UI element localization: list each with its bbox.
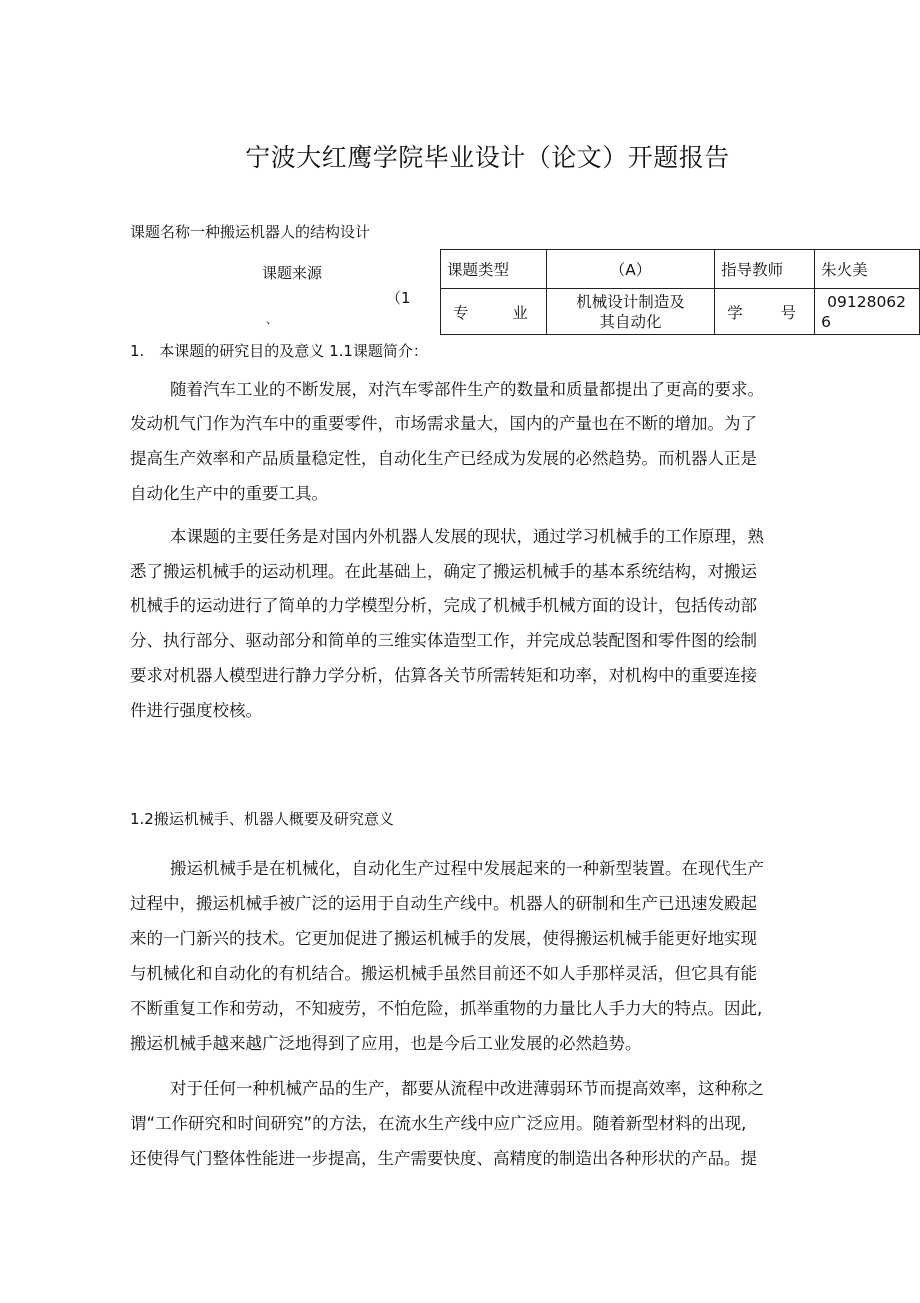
student-id-label-b: 号: [780, 303, 797, 322]
para2-line: 件进行强度校核。: [130, 701, 262, 720]
para4-line: 还使得气门整体性能进一步提高，生产需要快度、高精度的制造出各种形状的产品。提: [130, 1149, 757, 1168]
para2-line: 悉了搬运机械手的运动机理。在此基础上，确定了搬运机械手的基本系统结构，对搬运: [130, 562, 757, 581]
para4-line: 对于任何一种机械产品的生产，都要从流程中改进薄弱环节而提高效率，这种称之: [170, 1079, 764, 1098]
student-id-line-1: 09128062: [827, 292, 907, 311]
para3-line: 来的一门新兴的技术。它更加促进了搬运机械手的发展，使得搬运机械手能更好地实现: [130, 929, 757, 948]
para1-line: 发动机气门作为汽车中的重要零件，市场需求量大，国内的产量也在不断的增加。为了: [130, 414, 757, 433]
source-mark: 、: [266, 313, 277, 326]
para1-line: 提高生产效率和产品质量稳定性，自动化生产已经成为发展的必然趋势。而机器人正是: [130, 449, 757, 468]
para1-line: 自动化生产中的重要工具。: [130, 484, 328, 503]
advisor-label: 指导教师: [715, 250, 815, 289]
major-value-line-1: 机械设计制造及: [576, 292, 685, 311]
type-label: 课题类型: [441, 250, 547, 289]
document-title: 宁波大红鹰学院毕业设计（论文）开题报告: [245, 143, 730, 172]
para4-line: 谓“工作研究和时间研究”的方法，在流水生产线中应广泛应用。随着新型材料的出现,: [130, 1114, 747, 1133]
para2-line: 本课题的主要任务是对国内外机器人发展的现状，通过学习机械手的工作原理，熟: [170, 527, 764, 546]
student-id-label: [715, 289, 815, 335]
para2-line: 分、执行部分、驱动部分和简单的三维实体造型工作，并完成总装配图和零件图的绘制: [130, 631, 757, 650]
major-value-line-2: 其自动化: [599, 312, 662, 331]
section-1-heading: 1. 本课题的研究目的及意义 1.1课题简介：: [130, 342, 428, 360]
advisor-value: 朱火美: [815, 250, 920, 289]
source-label: 课题来源: [262, 264, 323, 282]
major-label: [441, 289, 547, 335]
para3-line: 过程中，搬运机械手被广泛的运用于自动生产线中。机器人的研制和生产已迅速发殿起: [130, 894, 757, 913]
major-label-a: 专: [453, 303, 469, 322]
para2-line: 要求对机器人模型进行静力学分析，估算各关节所需转矩和功率，对机构中的重要连接: [130, 666, 757, 685]
source-value: （1: [386, 289, 411, 307]
info-row-major: [441, 289, 920, 335]
para3-line: 搬运机械手是在机械化，自动化生产过程中发展起来的一种新型装置。在现代生产: [170, 859, 764, 878]
section-1-2-heading: 1.2搬运机械手、机器人概要及研究意义: [130, 810, 394, 828]
para3-line: 不断重复工作和劳动，不知疲劳，不怕危险，抓举重物的力量比人手力大的特点。因此,: [130, 999, 763, 1018]
student-id-line-2: 6: [821, 312, 832, 331]
type-value: （A）: [546, 250, 714, 289]
para2-line: 机械手的运动进行了简单的力学模型分析，完成了机械手机械方面的设计，包括传动部: [130, 596, 757, 615]
para3-line: 与机械化和自动化的有机结合。搬运机械手虽然目前还不如人手那样灵活，但它具有能: [130, 964, 757, 983]
para3-line: 搬运机械手越来越广泛地得到了应用，也是今后工业发展的必然趋势。: [130, 1034, 642, 1053]
info-row-type: [441, 250, 920, 289]
topic-name-line: 课题名称一种搬运机器人的结构设计: [130, 223, 371, 241]
para1-line: 随着汽车工业的不断发展，对汽车零部件生产的数量和质量都提出了更高的要求。: [170, 380, 764, 399]
student-id-value: [815, 289, 920, 335]
student-id-label-a: 学: [727, 303, 743, 322]
major-label-b: 业: [512, 303, 528, 322]
info-table: [440, 249, 920, 335]
major-value: [546, 289, 714, 335]
